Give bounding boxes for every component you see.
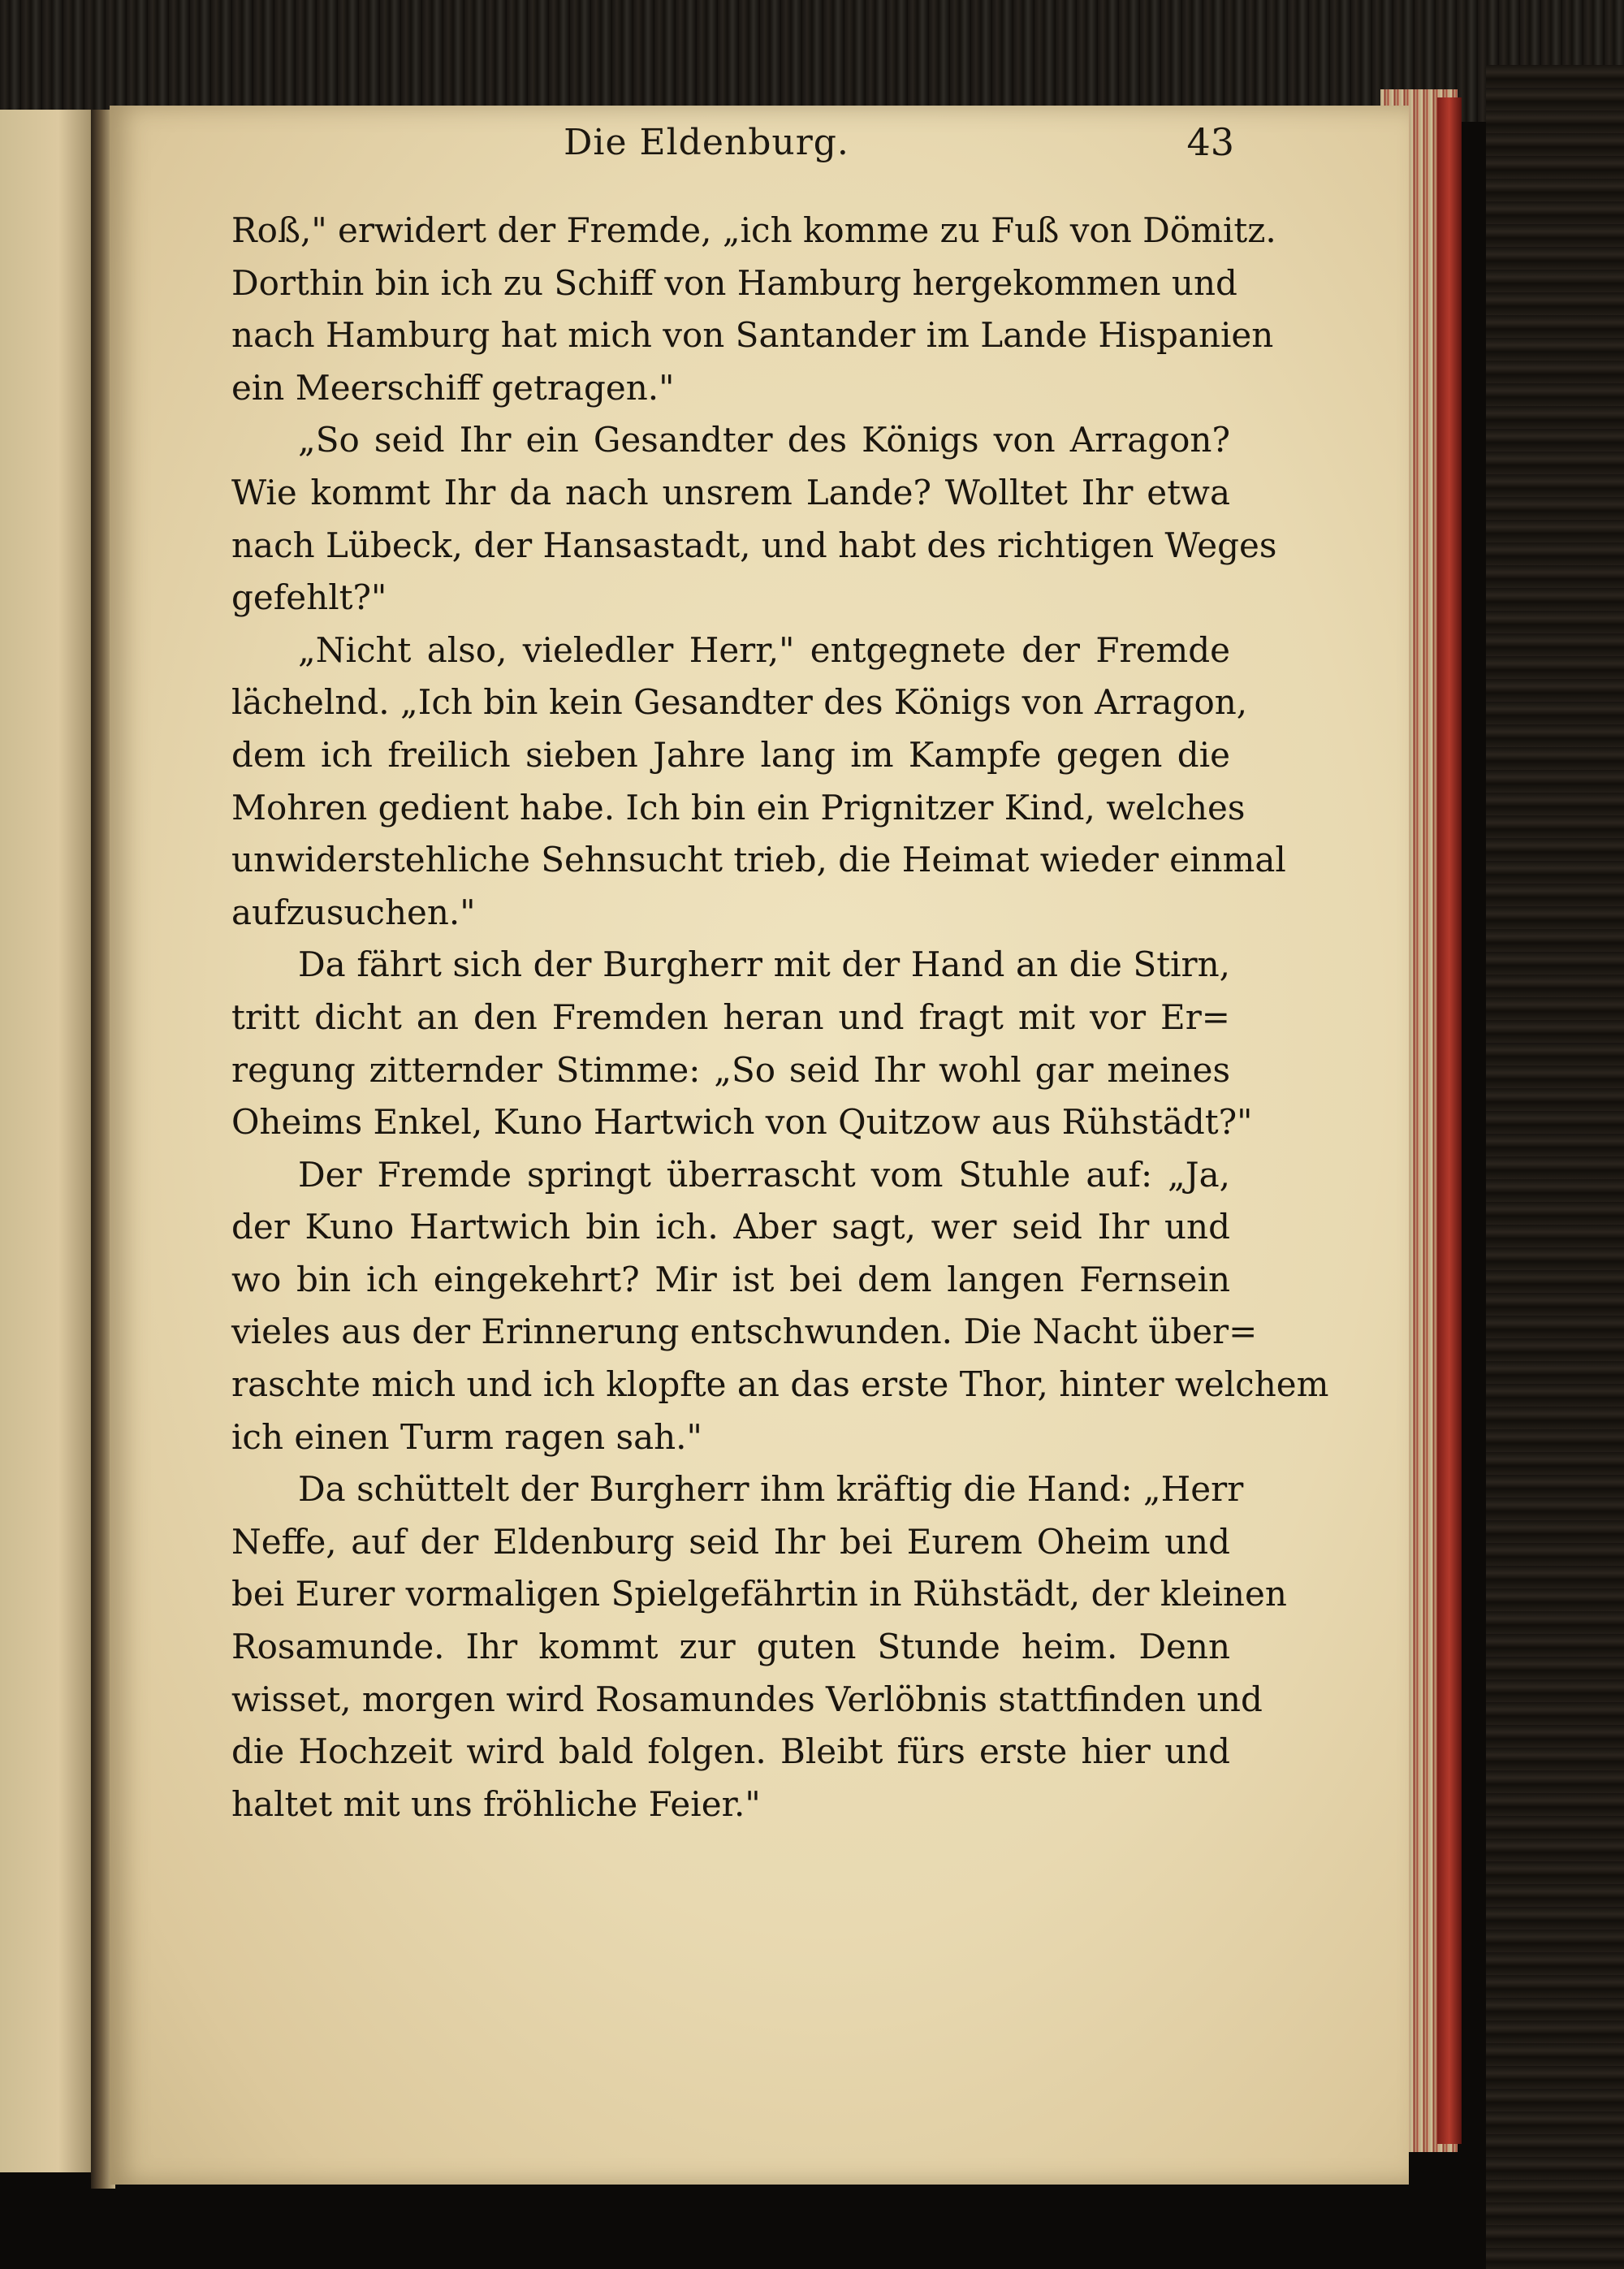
text-line: Dorthin bin ich zu Schiff von Hamburg hergekommen und: [231, 262, 1237, 303]
text-line: „So seid Ihr ein Gesandter des Königs von Arragon?: [298, 420, 1230, 460]
text-line: vieles aus der Erinnerung entschwunden. Die Nacht über=: [231, 1312, 1258, 1352]
text-line: ein Meerschiff getragen.": [231, 367, 675, 408]
left-page-edge: [0, 110, 97, 2172]
text-line: Mohren gedient habe. Ich bin ein Prignitzer Kind, welches: [231, 787, 1246, 828]
text-line: regung zitternder Stimme: „So seid Ihr wohl gar meines: [231, 1049, 1230, 1090]
text-line: wisset, morgen wird Rosamundes Verlöbnis stattfinden und: [231, 1679, 1263, 1719]
text-line: gefehlt?": [231, 577, 387, 618]
text-line: wo bin ich eingekehrt? Mir ist bei dem langen Fernsein: [231, 1259, 1230, 1299]
body-text: [231, 205, 1329, 1830]
text-line: aufzusuchen.": [231, 892, 476, 932]
text-line: ich einen Turm ragen sah.": [231, 1416, 702, 1457]
running-header: Die Eldenburg.: [564, 122, 849, 163]
red-page-edge: [1437, 97, 1462, 2144]
text-line: raschte mich und ich klopfte an das erste Thor, hinter welchem: [231, 1364, 1329, 1405]
book-cover-spine-edge: [1486, 65, 1624, 2269]
text-line: Da fährt sich der Burgherr mit der Hand an die Stirn,: [298, 944, 1230, 985]
text-line: „Nicht also, vieledler Herr," entgegnete der Fremde: [298, 629, 1230, 670]
text-line: unwiderstehliche Sehnsucht trieb, die Heimat wieder einmal: [231, 840, 1286, 880]
text-line: tritt dicht an den Fremden heran und fragt mit vor Er=: [231, 996, 1230, 1037]
text-line: haltet mit uns fröhliche Feier.": [231, 1783, 761, 1824]
text-line: nach Lübeck, der Hansastadt, und habt des richtigen Weges: [231, 525, 1277, 565]
text-line: Neffe, auf der Eldenburg seid Ihr bei Eurem Oheim und: [231, 1521, 1230, 1562]
text-line: bei Eurer vormaligen Spielgefährtin in Rühstädt, der kleinen: [231, 1574, 1287, 1614]
text-line: die Hochzeit wird bald folgen. Bleibt fürs erste hier und: [231, 1731, 1230, 1772]
text-line: nach Hamburg hat mich von Santander im Lande Hispanien: [231, 315, 1274, 356]
text-line: Wie kommt Ihr da nach unsrem Lande? Wolltet Ihr etwa: [231, 472, 1230, 512]
page-number: 43: [1186, 120, 1234, 164]
text-line: Rosamunde. Ihr kommt zur guten Stunde heim. Denn: [231, 1627, 1230, 1667]
text-line: der Kuno Hartwich bin ich. Aber sagt, wer seid Ihr und: [231, 1207, 1230, 1247]
text-line: Der Fremde springt überrascht vom Stuhle auf: „Ja,: [298, 1154, 1230, 1195]
text-line: Da schüttelt der Burgherr ihm kräftig die Hand: „Herr: [298, 1469, 1244, 1510]
text-line: lächelnd. „Ich bin kein Gesandter des Königs von Arragon,: [231, 682, 1248, 723]
text-line: Oheims Enkel, Kuno Hartwich von Quitzow aus Rühstädt?": [231, 1102, 1253, 1143]
text-line: Roß," erwidert der Fremde, „ich komme zu Fuß von Dömitz.: [231, 210, 1276, 250]
text-line: dem ich freilich sieben Jahre lang im Kampfe gegen die: [231, 734, 1230, 775]
